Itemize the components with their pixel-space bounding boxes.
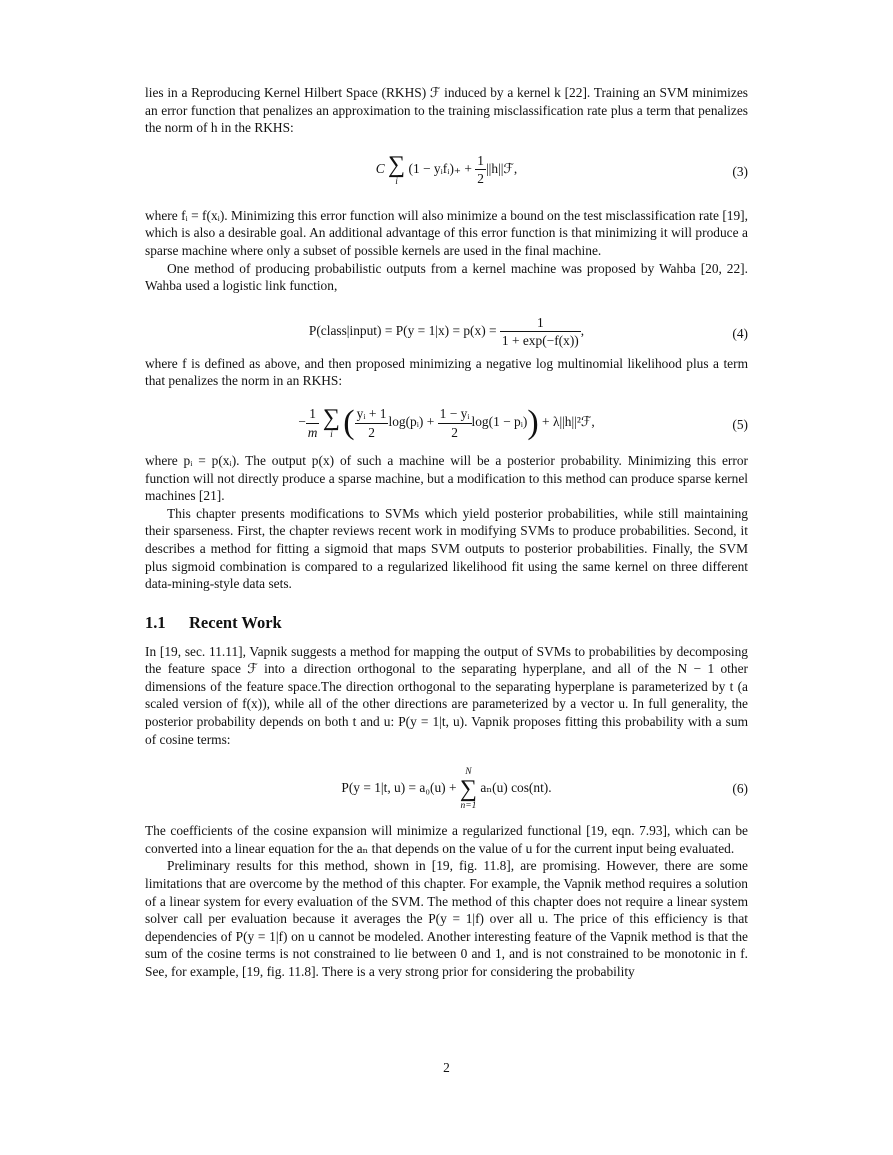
paragraph: where f is defined as above, and then proposed minimizing a negative log multinomial likelihood plus a term that penalizes the norm in an RKHS: xyxy=(145,355,748,389)
eq3-tail: ||h||ℱ, xyxy=(485,160,518,176)
section-number: 1.1 xyxy=(145,612,166,632)
denominator: 1 + exp(−f(x)) xyxy=(501,333,579,349)
paragraph: One method of producing probabilistic outputs from a kernel machine was proposed by Wahba [20, 22]. Wahba used a logistic link function, xyxy=(145,260,748,294)
sum-subscript: n=1 xyxy=(460,801,477,812)
numerator: yᵢ + 1 xyxy=(355,405,389,424)
eq3-term: (1 − yᵢfᵢ)₊ + xyxy=(408,160,472,176)
denominator: m xyxy=(307,424,318,440)
paper-page xyxy=(145,84,748,981)
eq5-log2: log(1 − pᵢ) xyxy=(471,414,528,430)
fraction xyxy=(500,314,581,350)
denominator: 2 xyxy=(477,171,484,187)
equation-number: (3) xyxy=(732,163,748,179)
section-title: Recent Work xyxy=(189,612,282,632)
left-paren: ( xyxy=(343,404,355,442)
eq5-lead: − xyxy=(298,414,306,430)
denominator: 2 xyxy=(451,424,458,440)
eq4-lhs: P(class|input) = P(y = 1|x) = p(x) = xyxy=(308,322,497,338)
equation-3 xyxy=(145,143,748,207)
numerator: 1 xyxy=(306,405,320,424)
numerator: 1 xyxy=(500,314,581,333)
sum-symbol: ∑ i xyxy=(322,405,340,441)
sum-superscript: N xyxy=(465,767,472,778)
paragraph: where pᵢ = p(xᵢ). The output p(x) of such a machine will be a posterior probability. Minimizing this error function will not directly produce a sparse machine, but a modification to this method can produce sparse kernel machines [21]. xyxy=(145,452,748,504)
sum-subscript: i xyxy=(330,430,333,441)
fraction xyxy=(438,405,472,441)
paragraph: The coefficients of the cosine expansion will minimize a regularized functional [19, eqn. 7.93], which can be converted into a linear equation for the aₙ that depends on the value of u for the current input being evaluated. xyxy=(145,823,748,856)
paragraph: This chapter presents modifications to SVMs which yield posterior probabilities, while still maintaining their sparseness. First, the chapter reviews recent work in modifying SVMs to produce probabilities. Second, it describes a method for fitting a sigmoid that maps SVM outputs to posterior probabilities. Finally, the SVM plus sigmoid combination is compared to a regularized likelihood fit using the same kernel on three different data-mining-style data sets. xyxy=(145,505,748,592)
page-number: 2 xyxy=(443,1060,450,1075)
paragraph: lies in a Reproducing Kernel Hilbert Space (RKHS) ℱ induced by a kernel k [22]. Training an SVM minimizes an error function that penalizes an approximation to the training misclassification rate plus a term that penalizes the norm of h in the RKHS: xyxy=(145,85,748,136)
equation-number: (6) xyxy=(732,781,748,797)
sum-symbol: N ∑ n=1 xyxy=(459,767,478,812)
denominator: 2 xyxy=(368,424,375,440)
eq6-lhs: P(y = 1|t, u) = a₀(u) + xyxy=(341,780,457,796)
paragraph: where fᵢ = f(xᵢ). Minimizing this error function will also minimize a bound on the test misclassification rate [19], which is also a desirable goal. An additional advantage of this error function is that minimizing it will produce a sparse machine where only a subset of possible kernels are used in the final machine. xyxy=(145,207,748,258)
sum-subscript: i xyxy=(395,176,398,187)
eq3-lhs: C xyxy=(375,160,385,176)
equation-number: (5) xyxy=(732,416,748,432)
equation-4 xyxy=(145,301,748,355)
eq5-log1: log(pᵢ) + xyxy=(388,414,435,430)
paragraph: In [19, sec. 11.11], Vapnik suggests a method for mapping the output of SVMs to probabilities by decomposing the feature space ℱ into a direction orthogonal to the separating hyperplane, and all of the N − 1 other dimensions of the feature space.The direction orthogonal to the separating hyperplane is parameterized by t (a scaled version of f(x)), while all of the other directions are parameterized by a vector u. In full generality, the posterior probability depends on both t and u: P(y = 1|t, u). Vapnik proposes fitting this probability with a sum of cosine terms: xyxy=(145,643,748,747)
equation-5 xyxy=(145,396,748,452)
paragraph: Preliminary results for this method, shown in [19, fig. 11.8], are promising. However, there are some limitations that are overcome by the method of this chapter. For example, the Vapnik method requires a solution of a linear system for every evaluation of the SVM. The method of this chapter does not require a linear system solver call per evaluation because it averages the P(y = 1|f) over all u. The price of this efficiency is that dependencies of P(y = 1|f) on u cannot be modeled. Another interesting feature of the Vapnik method is that the sum of the cosine terms is not constrained to lie between 0 and 1, and is not constrained to be monotonic in f. See, for example, [19, fig. 11.8]. There is a very strong prior for considering the probability xyxy=(145,858,748,979)
eq6-tail: aₙ(u) cos(nt). xyxy=(480,780,552,796)
fraction xyxy=(355,405,389,441)
fraction xyxy=(475,152,486,188)
equation-number: (4) xyxy=(732,325,748,341)
equation-6 xyxy=(145,756,748,822)
fraction xyxy=(306,405,320,441)
section-heading xyxy=(145,613,748,633)
numerator: 1 xyxy=(475,152,486,171)
numerator: 1 − yᵢ xyxy=(438,405,472,424)
sum-symbol: ∑ i xyxy=(388,151,406,187)
right-paren: ) xyxy=(527,404,539,442)
eq5-tail: + λ||h||²ℱ, xyxy=(542,414,595,430)
eq4-tail: , xyxy=(580,322,585,338)
